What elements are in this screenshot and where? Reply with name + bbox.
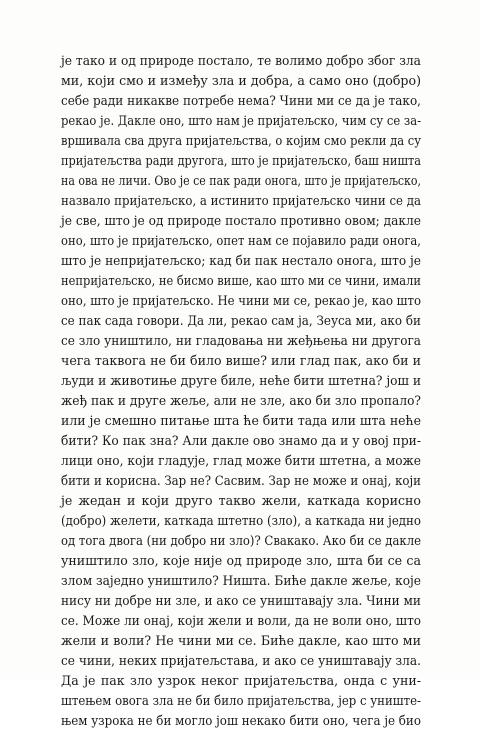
text-line: себе ради никакве потребе нема? Чини ми се да је тако,: [61, 93, 421, 108]
text-line: од тога двога (ни добро ни зло)? Свакако. Ако би се дакле: [61, 533, 422, 548]
text-line: злом заједно уништило? Ништа. Биће дакле жеље, које: [61, 573, 421, 588]
text-line: (добро) желети, каткада штетно (зло), а каткада ни једно: [61, 513, 421, 528]
text-line: њем узрока не би могло још некако бити оно, чега је био: [61, 713, 421, 728]
text-line: људи и животиње друге биле, неће бити штетна? још и: [61, 373, 422, 388]
text-line: штењем овога зла не би било пријатељства, јер с униште-: [61, 693, 421, 708]
text-line: оно, што је пријатељско, опет нам се појавило ради онога,: [61, 233, 421, 248]
text-line: ми, који смо и између зла и добра, а само оно (добро): [61, 73, 421, 88]
text-line: бити и корисна. Зар не? Сасвим. Зар не може и онај, који: [61, 473, 422, 488]
text-line: је тако и од природе постало, те волимо добро због зла: [61, 53, 421, 68]
body-text: [61, 51, 421, 731]
text-line: бити? Ко пак зна? Али дакле ово знамо да и у овој при-: [61, 433, 421, 448]
text-line: лици оно, који гладује, глад може бити штетна, а може: [61, 453, 422, 468]
text-line: пријатељства ради другога, што је пријатељско, баш ништа: [61, 153, 422, 168]
text-line: се чини, неких пријатељстава, и ако се уништавају зла.: [61, 653, 421, 668]
text-line: назвало пријатељско, а истинито пријатељско чини се да: [61, 193, 422, 208]
text-line: је све, што је од природе постало противно овом; дакле: [61, 213, 421, 228]
text-line: жеђ пак и друге жеље, али не зле, ако би зло пропало?: [61, 393, 421, 408]
text-line: жели и воли? Не чини ми се. Биће дакле, као што ми: [61, 633, 421, 648]
text-line: чега таквога не би било више? или глад пак, ако би и: [61, 353, 421, 368]
text-line: оно, што је пријатељско. Не чини ми се, рекао је, као што: [61, 293, 422, 308]
text-line: што је непријатељско; кад би пак нестало онога, што је: [61, 253, 422, 268]
text-line: вршивала сва друга пријатељства, о којим смо рекли да су: [61, 133, 422, 148]
text-line: је жедан и који друго такво жели, каткада корисно: [61, 493, 421, 508]
text-line: рекао је. Дакле оно, што нам је пријатељско, чим су се за-: [61, 113, 422, 128]
text-line: на ова не личи. Ово је се пак ради онога, што је пријатељско,: [61, 173, 421, 188]
text-line: Да је пак зло узрок неког пријатељства, онда с уни-: [61, 673, 421, 688]
text-line: се зло уништило, ни гладовања ни жеђњења ни другога: [61, 333, 421, 348]
text-line: се пак сада говори. Да ли, рекао сам ја, Зеуса ми, ако би: [61, 313, 421, 328]
text-line: непријатељско, не бисмо више, као што ми се чини, имали: [61, 273, 421, 288]
text-line: се. Може ли онај, који жели и воли, да не воли оно, што: [61, 613, 422, 628]
text-line: или је смешно питање шта ће бити тада или шта неће: [61, 413, 421, 428]
text-line: уништило зло, које није од природе зло, шта би се са: [61, 553, 421, 568]
text-line: нису ни добре ни зле, и ако се уништавају зла. Чини ми: [61, 593, 421, 608]
